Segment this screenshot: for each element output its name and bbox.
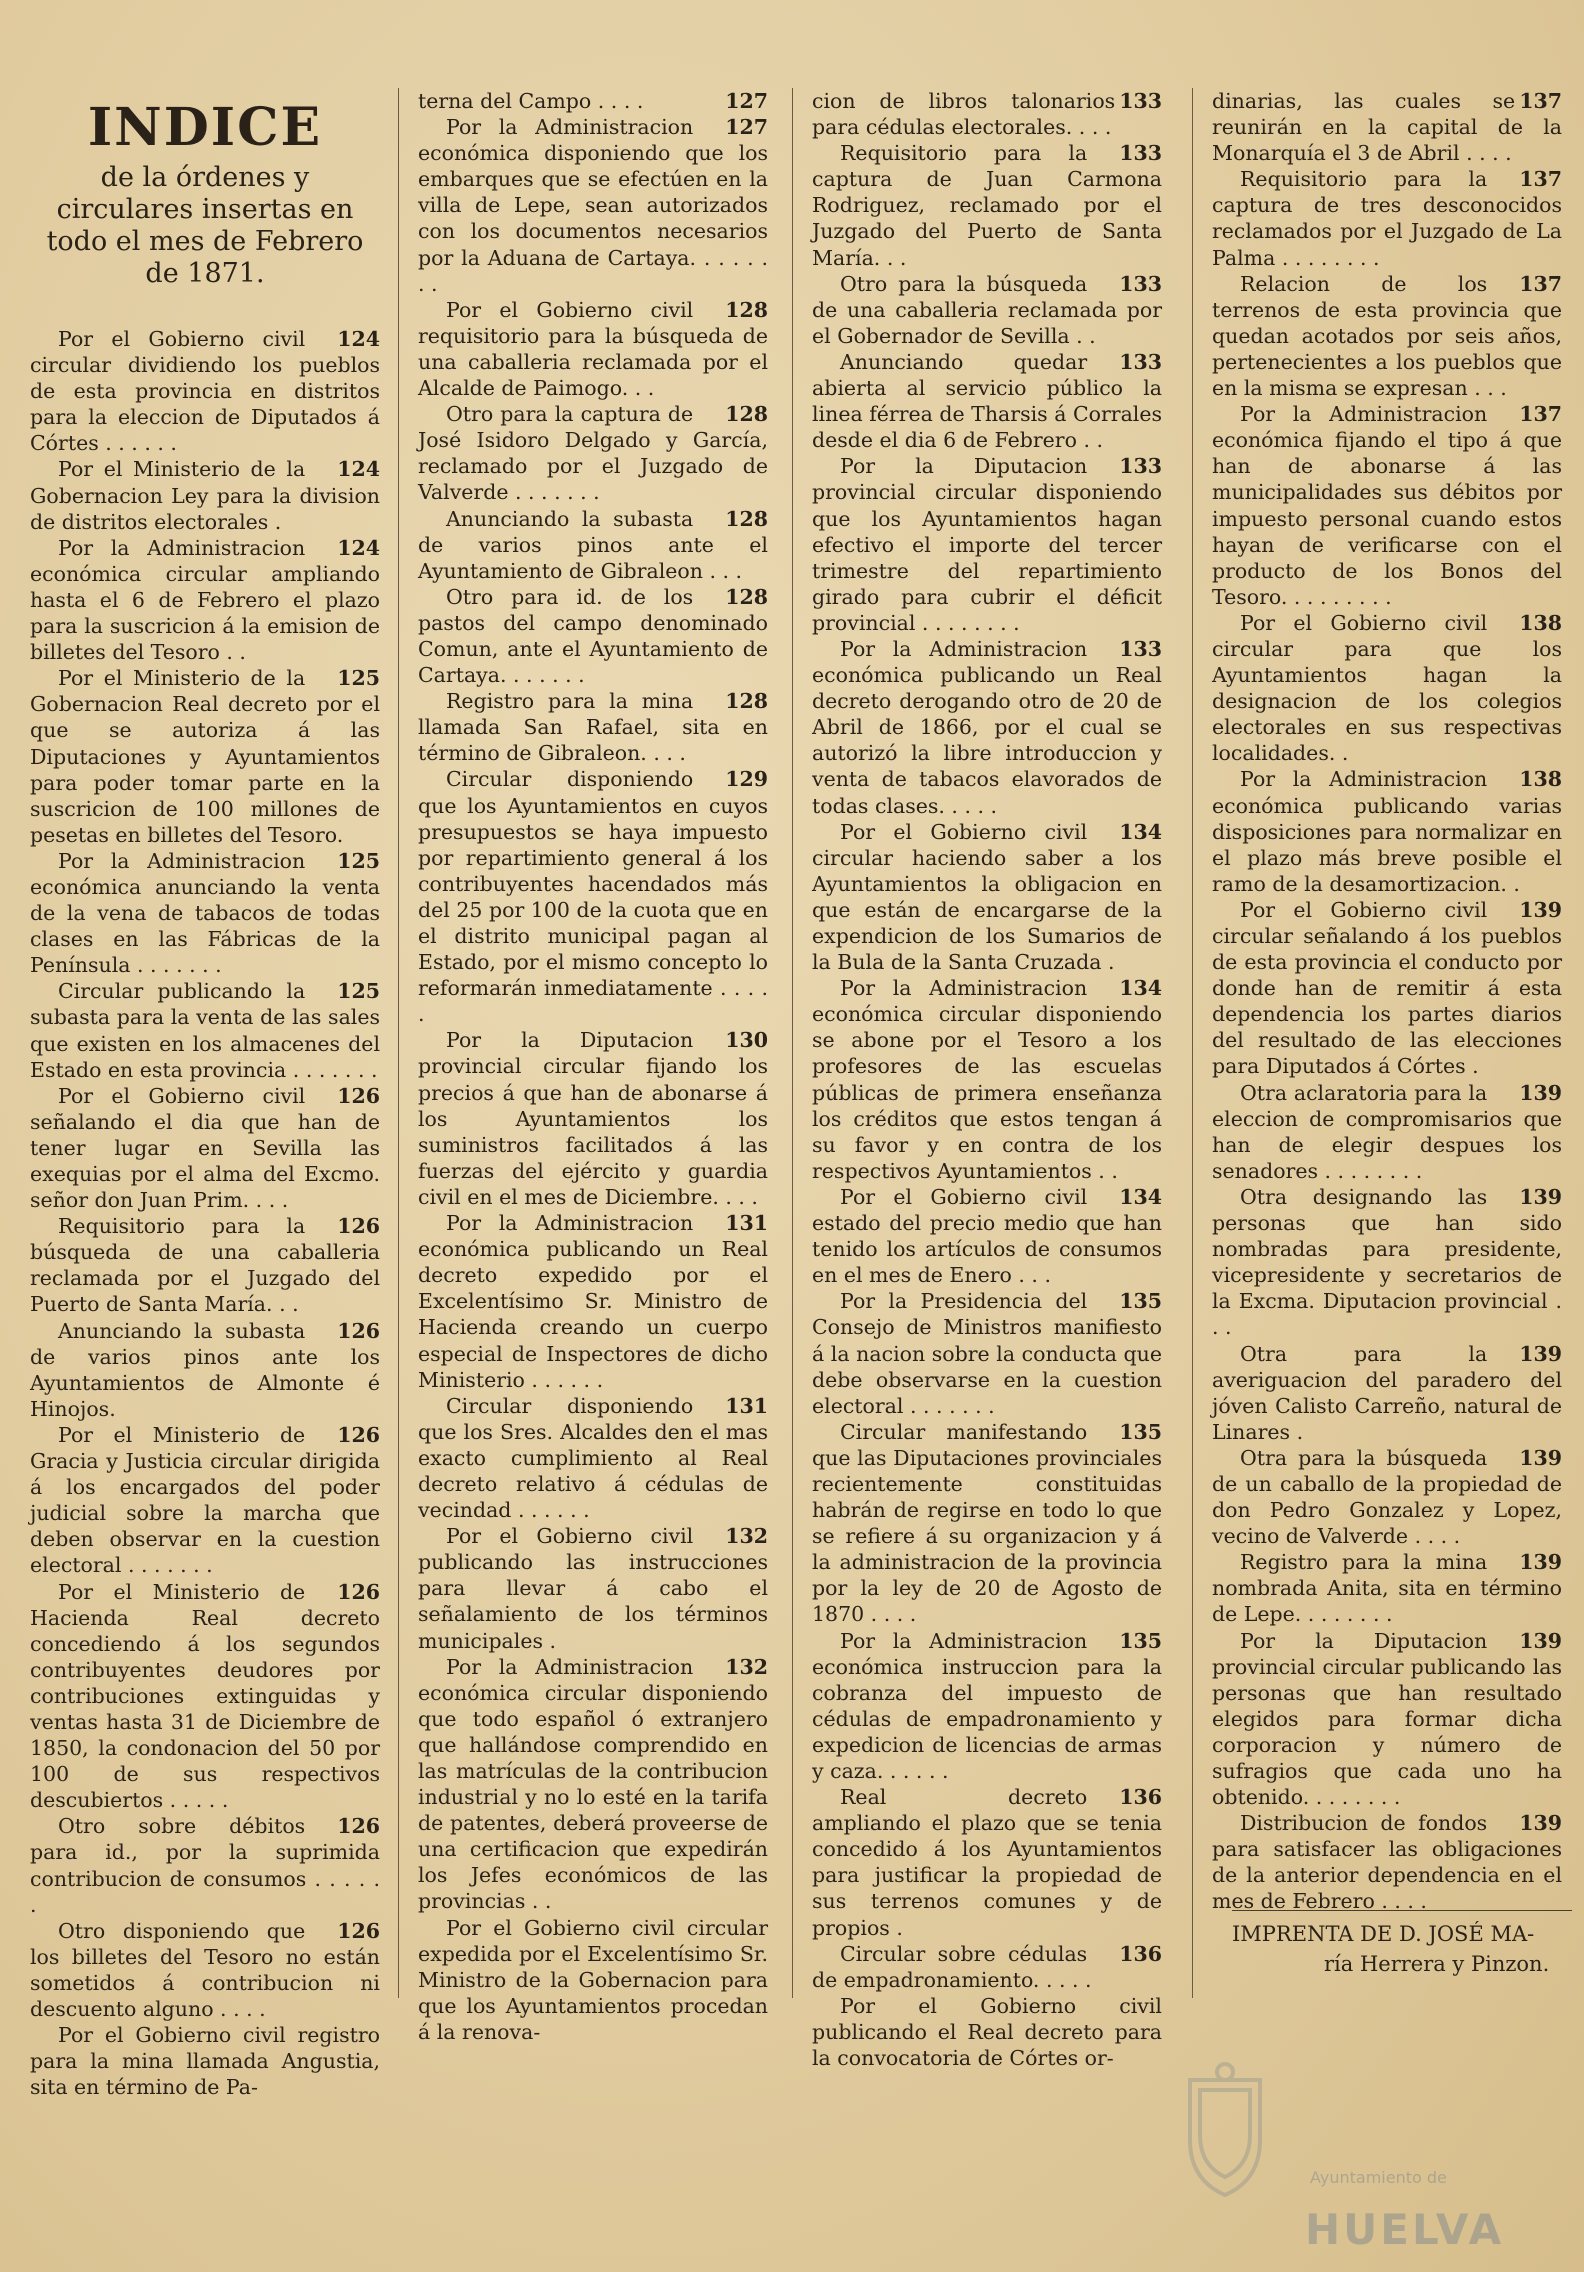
- page-number: 138: [1519, 610, 1562, 635]
- index-entry: [418, 1027, 768, 1210]
- page-number: 124: [337, 535, 380, 560]
- entry-text: Por el Gobierno civil circular señalando á los pueblos de esta provincia el conducto por donde han de remitir á esta dependencia los partes diarios del resultado de las elecciones para Diputados á Córtes .: [1212, 897, 1562, 1079]
- page-number: 128: [725, 297, 768, 322]
- entry-text: Requisitorio para la captura de tres desconocidos reclamados por el Juzgado de La Palma . . . . . . . .: [1212, 167, 1562, 270]
- entry-text: Por la Diputacion provincial circular publicando las personas que han resultado elegidos para formar dicha corporacion y número de sufragios que cada uno ha obtenido. . . . . . . .: [1212, 1628, 1562, 1810]
- page-number: 133: [1119, 141, 1162, 166]
- page-number: 139: [1519, 1628, 1562, 1653]
- page-number: 136: [1119, 1941, 1162, 1966]
- entry-text: Registro para la mina llamada San Rafael, sita en término de Gibraleon. . . .: [418, 689, 768, 766]
- page-number: 126: [337, 1918, 380, 1943]
- page-number: 139: [1519, 1341, 1562, 1366]
- entry-text: Relacion de los terrenos de esta provincia que quedan acotados por seis años, pertenecientes a los pueblos que en la misma se expresan . . .: [1212, 271, 1562, 401]
- page-number: 131: [725, 1211, 768, 1236]
- page-number: 126: [337, 1214, 380, 1239]
- index-entry: [812, 453, 1162, 636]
- entry-text: Por la Administracion económica circular disponiendo se abone por el Tesoro a los profesores de las escuelas públicas de primera enseñanza los créditos que estos tengan á su favor y en contra de los respectivos Ayuntamientos . .: [812, 976, 1162, 1183]
- page-number: 131: [725, 1393, 768, 1418]
- page-number: 128: [725, 689, 768, 714]
- entry-text: Requisitorio para la captura de Juan Carmona Rodriguez, reclamado por el Juzgado del Puerto de Santa María. . .: [812, 141, 1162, 270]
- entry-text: terna del Campo . . . .: [418, 89, 644, 113]
- entry-text: Por la Administracion económica circular disponiendo que todo español ó extranjero que hallándose comprendido en las matrículas de la contribucion industrial y no lo esté en la tarifa de patentes, deberá proveerse de una certificacion que expedirán los Jefes económicos de las provincias . .: [418, 1654, 768, 1914]
- index-subtitle: de la órdenes y circulares insertas en todo el mes de Febrero de 1871.: [46, 162, 364, 289]
- entry-text: Real decreto ampliando el plazo que se tenia concedido á los Ayuntamientos para justificar la propiedad de sus terrenos comunes y de propios .: [812, 1785, 1162, 1940]
- index-entry: [30, 848, 380, 978]
- page-number: 133: [1119, 349, 1162, 374]
- page-number: 124: [337, 327, 380, 351]
- entry-text: Anunciando la subasta de varios pinos ante el Ayuntamiento de Gibraleon . . .: [418, 506, 768, 583]
- entry-text: Por el Ministerio de Gracia y Justicia circular dirigida á los encargados del poder judicial sobre la marcha que deben observar en la cuestion electoral . . . . . . .: [30, 1422, 380, 1578]
- index-entry: [418, 506, 768, 584]
- page-number: 133: [1119, 454, 1162, 479]
- index-entry: [812, 1784, 1162, 1941]
- watermark-small-text: Ayuntamiento de: [1310, 2168, 1447, 2187]
- column-1: [30, 88, 380, 2100]
- page-number: 128: [725, 506, 768, 531]
- page-number: 126: [337, 1083, 380, 1108]
- page-number: 126: [337, 1318, 380, 1343]
- page-number: 135: [1119, 1628, 1162, 1653]
- entry-text: Otro para la captura de José Isidoro Delgado y García, reclamado por el Juzgado de Valverde . . . . . . .: [418, 402, 768, 505]
- entry-text: Por el Gobierno civil señalando el dia que han de tener lugar en Sevilla las exequias por el alma del Excmo. señor don Juan Prim. . . .: [30, 1083, 380, 1213]
- entry-text: Circular publicando la subasta para la venta de las sales que existen en los almacenes del Estado en esta provincia . . . . . . .: [30, 979, 380, 1082]
- page-number: 130: [725, 1028, 768, 1053]
- index-entry: [812, 1419, 1162, 1628]
- index-entry: [30, 326, 380, 456]
- page-number: 124: [337, 457, 380, 482]
- index-entry: [418, 1654, 768, 1915]
- page-number: 126: [337, 1579, 380, 1604]
- entry-text: Requisitorio para la búsqueda de una caballeria reclamada por el Juzgado del Puerto de Santa María. . .: [30, 1214, 380, 1317]
- page-number: 139: [1519, 1811, 1562, 1836]
- imprint-line-1: IMPRENTA DE D. JOSÉ MA-: [1232, 1922, 1535, 1946]
- index-entry: [418, 688, 768, 766]
- index-entry: [30, 1813, 380, 1917]
- page-number: 135: [1119, 1289, 1162, 1314]
- printer-imprint: [1232, 1910, 1572, 1979]
- index-entry: [30, 1579, 380, 1814]
- index-entry: [812, 140, 1162, 270]
- entry-text: Circular sobre cédulas de empadronamiento. . . . .: [812, 1941, 1092, 1992]
- index-entry: [812, 271, 1162, 349]
- index-entry: [1212, 271, 1562, 401]
- index-entry: [30, 535, 380, 665]
- page-number: 127: [725, 89, 768, 113]
- index-entry: [30, 1083, 380, 1213]
- page-number: 129: [725, 767, 768, 792]
- index-entry: [418, 1210, 768, 1393]
- index-entry: [812, 88, 1162, 140]
- entry-text: Por el Ministerio de la Gobernacion Ley para la division de distritos electorales .: [30, 457, 380, 534]
- index-entry: [812, 636, 1162, 819]
- page-number: 125: [337, 666, 380, 691]
- entry-text: Por el Gobierno civil publicando las instrucciones para llevar á cabo el señalamiento de los términos municipales .: [418, 1524, 768, 1653]
- entry-text: Por la Administracion económica disponiendo que los embarques que se efectúen en la villa de Lepe, sean autorizados con los documentos necesarios por la Aduana de Cartaya. . . . . . . .: [418, 115, 768, 296]
- column-4: [1212, 88, 1562, 1915]
- column-3: [812, 88, 1162, 2071]
- page-number: 137: [1519, 89, 1562, 113]
- page-number: 132: [725, 1524, 768, 1549]
- page-number: 128: [725, 584, 768, 609]
- entry-text: dinarias, las cuales se reunirán en la capital de la Monarquía el 3 de Abril . . . .: [1212, 89, 1562, 166]
- index-entry: [30, 1318, 380, 1422]
- index-entry: [1212, 88, 1562, 166]
- entry-text: Por el Gobierno civil circular haciendo saber a los Ayuntamientos la obligacion en que están de encargarse de la expendicion de los Sumarios de la Bula de la Santa Cruzada .: [812, 819, 1162, 975]
- entry-text: Otra aclaratoria para la eleccion de compromisarios que han de elegir despues los senadores . . . . . . . .: [1212, 1080, 1562, 1183]
- page-number: 127: [725, 115, 768, 140]
- entry-text: Otra designando las personas que han sido nombradas para presidente, vicepresidente y secretarios de la Excma. Diputacion provincial . . .: [1212, 1184, 1562, 1340]
- page-number: 125: [337, 979, 380, 1004]
- page-number: 134: [1119, 976, 1162, 1001]
- index-entry: [418, 297, 768, 401]
- index-entry: [418, 1393, 768, 1523]
- page-number: 139: [1519, 1080, 1562, 1105]
- page-number: 134: [1119, 1184, 1162, 1209]
- index-entry: [30, 1422, 380, 1579]
- index-entry: [1212, 766, 1562, 896]
- entry-text: Por la Administracion económica publicando un Real decreto derogando otro de 20 de Abril de 1866, por el cual se autorizó la libre introduccion y venta de tabacos elavorados de todas clases. . . . .: [812, 636, 1162, 818]
- watermark-text: HUELVA: [1305, 2205, 1505, 2254]
- index-title: INDICE: [87, 97, 323, 158]
- column-2: [418, 88, 768, 2045]
- entry-text: Por el Ministerio de Hacienda Real decreto concediendo á los segundos contribuyentes deudores por contribuciones extinguidas y ventas hasta 31 de Diciembre de 1850, la condonacion del 50 por 100 de sus respectivos descubiertos . . . . .: [30, 1579, 380, 1813]
- index-entry: [812, 1993, 1162, 2071]
- index-entry: [1212, 1080, 1562, 1184]
- index-entry: [30, 665, 380, 848]
- entry-text: Otro para la búsqueda de una caballeria reclamada por el Gobernador de Sevilla . .: [812, 271, 1162, 348]
- entry-text: Por el Gobierno civil registro para la mina llamada Angustia, sita en término de Pa-: [30, 2023, 380, 2100]
- entry-text: Otro sobre débitos para id., por la suprimida contribucion de consumos . . . . . .: [30, 1814, 380, 1917]
- index-entry: [1212, 1445, 1562, 1549]
- page-number: 137: [1519, 167, 1562, 192]
- index-entry: [418, 766, 768, 1027]
- entry-text: Otra para la averiguacion del paradero del jóven Calisto Carreño, natural de Linares .: [1212, 1341, 1562, 1444]
- index-entry: [1212, 1341, 1562, 1445]
- index-entry: [1212, 1549, 1562, 1627]
- index-entry: [812, 1628, 1162, 1785]
- entry-text: Distribucion de fondos para satisfacer las obligaciones de la anterior dependencia en el mes de Febrero . . . .: [1212, 1811, 1562, 1914]
- index-entry: [1212, 1810, 1562, 1914]
- index-entry: [30, 456, 380, 534]
- page-number: 139: [1519, 1445, 1562, 1470]
- entry-text: Por el Gobierno civil publicando el Real decreto para la convocatoria de Córtes or-: [812, 1993, 1162, 2071]
- entry-text: Por la Administracion económica publicando un Real decreto expedido por el Excelentísimo Sr. Ministro de Hacienda creando un cuerpo especial de Inspectores de dicho Ministerio . . . . . .: [418, 1211, 768, 1392]
- entry-text: cion de libros talonarios para cédulas electorales. . . .: [812, 89, 1116, 140]
- entry-text: Por la Administracion económica publicando varias disposiciones para normalizar en el plazo más breve posible el ramo de la desamortizacion. .: [1212, 767, 1562, 896]
- entry-text: Por la Diputacion provincial circular disponiendo que los Ayuntamientos hagan efectivo el importe del tercer trimestre del repartimiento girado para cubrir el déficit provincial . . . . . . . .: [812, 454, 1162, 635]
- index-entry: [418, 401, 768, 505]
- index-entry: [30, 1213, 380, 1317]
- page-number: 139: [1519, 1550, 1562, 1575]
- index-entry: [30, 1918, 380, 2022]
- entry-text: Por el Gobierno civil circular dividiendo los pueblos de esta provincia en distritos para la eleccion de Diputados á Córtes . . . . . .: [30, 327, 380, 456]
- entry-text: Anunciando la subasta de varios pinos ante los Ayuntamientos de Almonte é Hinojos.: [30, 1318, 380, 1421]
- index-entry: [418, 114, 768, 297]
- entry-text: Por el Ministerio de la Gobernacion Real decreto por el que se autoriza á las Diputaciones y Ayuntamientos para poder tomar parte en la suscricion de 100 millones de pesetas en billetes del Tesoro.: [30, 666, 380, 847]
- page-number: 125: [337, 848, 380, 873]
- index-entry: [812, 975, 1162, 1184]
- page-number: 128: [725, 402, 768, 427]
- page-number: 134: [1119, 819, 1162, 844]
- page-number: 133: [1119, 271, 1162, 296]
- index-entry: [1212, 897, 1562, 1080]
- entry-text: Circular disponiendo que los Sres. Alcaldes den el mas exacto cumplimiento al Real decreto relativo á cédulas de vecindad . . . . . .: [418, 1393, 768, 1523]
- index-entry: [418, 88, 768, 114]
- entry-text: Otra para la búsqueda de un caballo de la propiedad de don Pedro Gonzalez y Lopez, vecino de Valverde . . . .: [1212, 1445, 1562, 1549]
- page-number: 136: [1119, 1785, 1162, 1810]
- entry-text: Anunciando quedar abierta al servicio público la linea férrea de Tharsis á Corrales desde el dia 6 de Febrero . .: [812, 349, 1162, 453]
- page-number: 135: [1119, 1419, 1162, 1444]
- entry-text: Por la Administracion económica circular ampliando hasta el 6 de Febrero el plazo para la suscricion á la emision de billetes del Tesoro . .: [30, 535, 380, 665]
- index-entry: [30, 2022, 380, 2100]
- entry-text: Registro para la mina nombrada Anita, sita en término de Lepe. . . . . . . .: [1212, 1550, 1562, 1627]
- entry-text: Por el Gobierno civil circular expedida por el Excelentísimo Sr. Ministro de la Gobernacion para que los Ayuntamientos procedan á la renova-: [418, 1915, 768, 2044]
- index-entry: [812, 1184, 1162, 1288]
- index-entry: [1212, 166, 1562, 270]
- page-number: 126: [337, 1814, 380, 1839]
- column-divider: [398, 88, 399, 1998]
- entry-text: Por la Administracion económica instruccion para la cobranza del impuesto de cédulas de empadronamiento y expedicion de licencias de armas y caza. . . . . .: [812, 1628, 1162, 1783]
- entry-text: Por la Diputacion provincial circular fijando los precios á que han de abonarse á los Ayuntamientos los suministros facilitados á las fuerzas del ejército y guardia civil en el mes de Diciembre. . . .: [418, 1028, 768, 1209]
- page-number: 137: [1519, 271, 1562, 296]
- entry-text: Por la Presidencia del Consejo de Ministros manifiesto á la nacion sobre la conducta que debe observarse en la cuestion electoral . . . . . . .: [812, 1289, 1162, 1418]
- index-entry: [418, 1915, 768, 2045]
- column-divider: [792, 88, 793, 1998]
- index-entry: [812, 819, 1162, 976]
- entry-text: Circular manifestando que las Diputaciones provinciales recientemente constituidas habrán de regirse en todo lo que se refiere á su organizacion y á la administracion de la provincia por la ley de 20 de Agosto de 1870 . . . .: [812, 1419, 1162, 1627]
- entry-text: Otro para id. de los pastos del campo denominado Comun, ante el Ayuntamiento de Cartaya. . . . . . .: [418, 584, 768, 688]
- index-entry: [418, 1523, 768, 1653]
- page-number: 139: [1519, 1184, 1562, 1209]
- entry-text: Otro disponiendo que los billetes del Tesoro no están sometidos á contribucion ni descuento alguno . . . .: [30, 1918, 380, 2021]
- page-number: 132: [725, 1654, 768, 1679]
- index-entry: [812, 349, 1162, 453]
- index-entry: [1212, 1184, 1562, 1341]
- entry-text: Por el Gobierno civil requisitorio para la búsqueda de una caballeria reclamada por el Alcalde de Paimogo. . .: [418, 297, 768, 401]
- column-divider: [1192, 88, 1193, 1998]
- entry-text: Por la Administracion económica anunciando la venta de la vena de tabacos de todas clases en las Fábricas de la Península . . . . . . .: [30, 848, 380, 978]
- index-entry: [1212, 401, 1562, 610]
- page-number: 133: [1119, 89, 1162, 113]
- page-number: 138: [1519, 767, 1562, 792]
- index-entry: [812, 1288, 1162, 1418]
- entry-text: Circular disponiendo que los Ayuntamientos en cuyos presupuestos se haya impuesto por repartimiento general á los contribuyentes hacendados más del 25 por 100 de la cuota que en el distrito municipal pagan al Estado, por el mismo concepto lo reformarán inmediatamente . . . . .: [418, 767, 768, 1027]
- entry-text: Por la Administracion económica fijando el tipo á que han de abonarse á las municipalidades sus débitos por impuesto personal cuando estos hayan de verificarse con el producto de los Bonos del Tesoro. . . . . . . . .: [1212, 402, 1562, 609]
- page-number: 137: [1519, 402, 1562, 427]
- page-number: 139: [1519, 897, 1562, 922]
- index-entry: [812, 1941, 1162, 1993]
- index-entry: [1212, 610, 1562, 767]
- index-entry: [1212, 1628, 1562, 1811]
- page-number: 133: [1119, 636, 1162, 661]
- imprint-line-2: ría Herrera y Pinzon.: [1324, 1952, 1550, 1976]
- index-entry: [418, 584, 768, 688]
- page-number: 126: [337, 1422, 380, 1447]
- entry-text: Por el Gobierno civil estado del precio medio que han tenido los artículos de consumos en el mes de Enero . . .: [812, 1184, 1162, 1288]
- entry-text: Por el Gobierno civil circular para que los Ayuntamientos hagan la designacion de los colegios electorales en sus respectivas localidades. .: [1212, 610, 1562, 766]
- index-entry: [30, 978, 380, 1082]
